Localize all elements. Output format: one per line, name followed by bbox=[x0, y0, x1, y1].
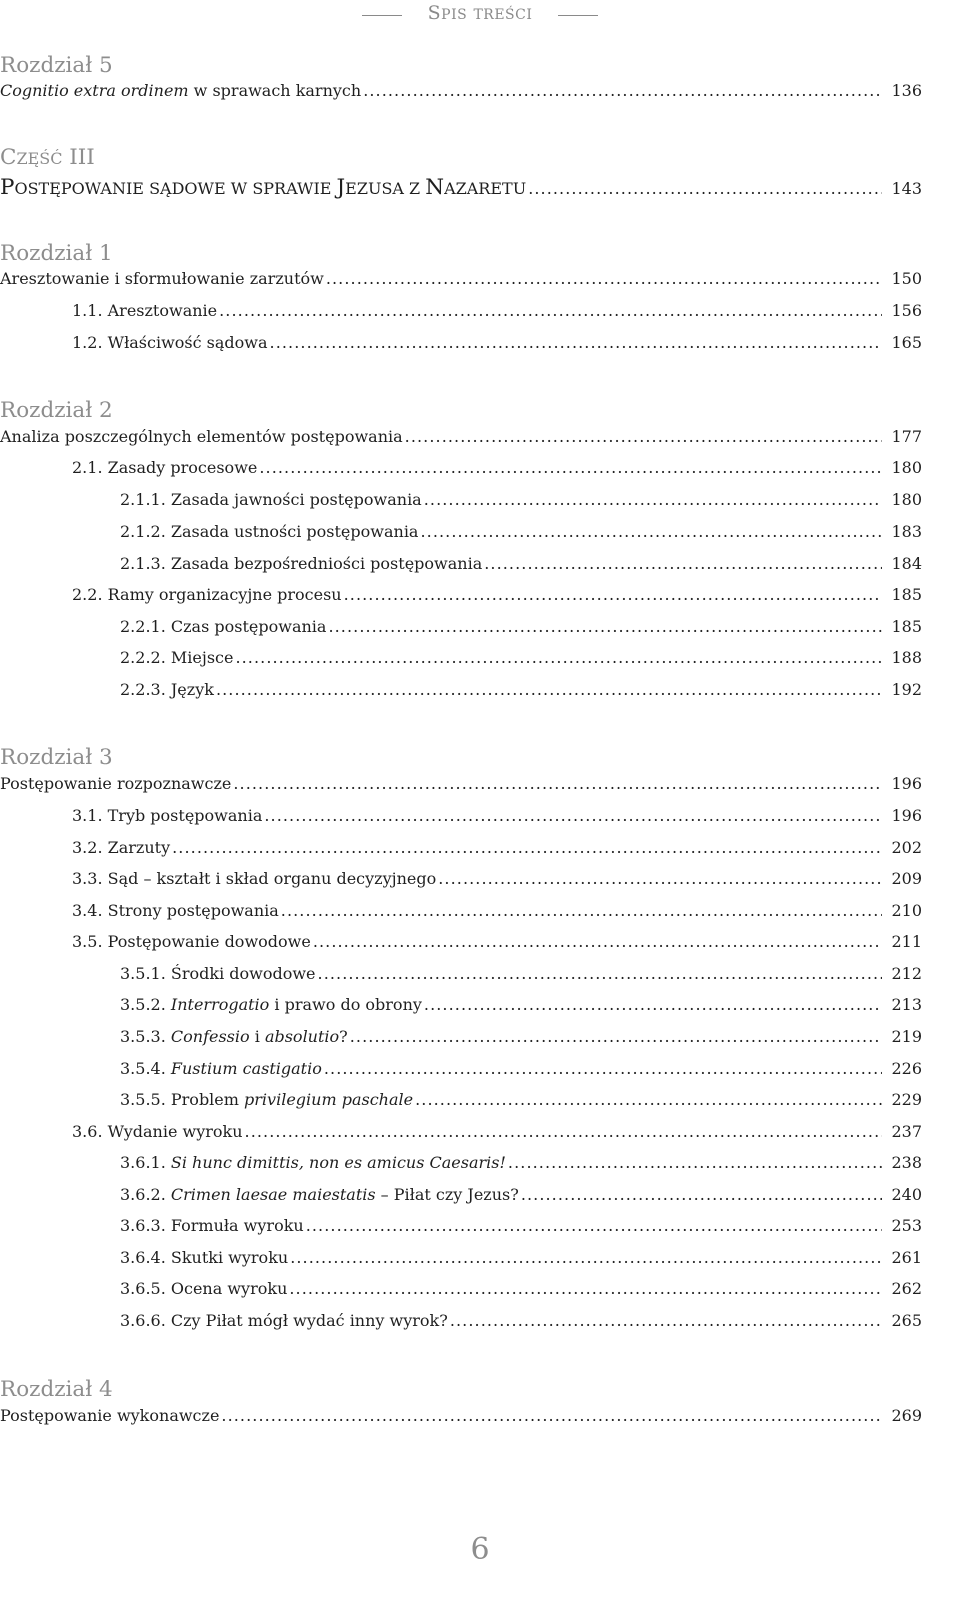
toc-entry-title: 2.1.1. Zasada jawności postępowania bbox=[120, 490, 422, 509]
dot-leader bbox=[264, 806, 882, 825]
toc-page-number: 240 bbox=[891, 1185, 922, 1204]
toc-page-number: 150 bbox=[891, 269, 922, 288]
toc-page-number: 269 bbox=[891, 1406, 922, 1425]
dot-leader bbox=[270, 333, 882, 352]
toc-entry-title: 3.4. Strony postępowania bbox=[72, 901, 279, 920]
dot-leader bbox=[306, 1216, 882, 1235]
section-label: Rozdział 1 bbox=[0, 241, 113, 266]
toc-entry-title: Postępowanie wykonawcze bbox=[0, 1406, 220, 1425]
dot-leader bbox=[420, 522, 882, 541]
toc-entry-title: 2.2.2. Miejsce bbox=[120, 648, 234, 667]
dot-leader bbox=[484, 554, 882, 573]
toc-entry[interactable] bbox=[120, 1027, 922, 1058]
dot-leader bbox=[438, 869, 882, 888]
toc-page-number: 262 bbox=[891, 1279, 922, 1298]
toc-entry-title: 2.1. Zasady procesowe bbox=[72, 458, 258, 477]
toc-page-number: 211 bbox=[891, 932, 922, 951]
dot-leader bbox=[259, 458, 882, 477]
toc-entry[interactable] bbox=[120, 680, 922, 711]
toc-entry-title: 2.2.3. Język bbox=[120, 680, 214, 699]
dot-leader bbox=[172, 838, 882, 857]
toc-entry-title: Cognitio extra ordinem w sprawach karnych bbox=[0, 81, 362, 100]
dot-leader bbox=[424, 995, 882, 1014]
toc-page-number: 212 bbox=[891, 964, 922, 983]
toc-entry[interactable] bbox=[120, 648, 922, 679]
toc-entry[interactable] bbox=[0, 427, 922, 458]
toc-entry[interactable] bbox=[72, 458, 922, 489]
dot-leader bbox=[219, 301, 882, 320]
toc-page-number: 219 bbox=[891, 1027, 922, 1046]
toc-entry[interactable] bbox=[72, 932, 922, 963]
toc-page-number: 253 bbox=[891, 1216, 922, 1235]
dot-leader bbox=[318, 964, 882, 983]
section-label: Rozdział 2 bbox=[0, 398, 113, 423]
toc-entry-title: 3.5.4. Fustium castigatio bbox=[120, 1059, 322, 1078]
toc-entry-title: 3.6.4. Skutki wyroku bbox=[120, 1248, 289, 1267]
toc-page-number: 192 bbox=[891, 680, 922, 699]
dot-leader bbox=[350, 1027, 882, 1046]
toc-entry-title: 3.5.2. Interrogatio i prawo do obrony bbox=[120, 995, 422, 1014]
toc-entry[interactable] bbox=[120, 995, 922, 1026]
toc-entry-title: Aresztowanie i sformułowanie zarzutów bbox=[0, 269, 324, 288]
dot-leader bbox=[289, 1279, 882, 1298]
toc-entry-title: 2.1.3. Zasada bezpośredniości postępowania bbox=[120, 554, 483, 573]
dot-leader bbox=[290, 1248, 882, 1267]
dot-leader bbox=[415, 1090, 882, 1109]
toc-entry-title: 1.2. Właściwość sądowa bbox=[72, 333, 268, 352]
page-number: 6 bbox=[470, 1532, 490, 1567]
toc-entry-title: 2.1.2. Zasada ustności postępowania bbox=[120, 522, 419, 541]
toc-entry[interactable] bbox=[120, 1185, 922, 1216]
toc-page-number: 238 bbox=[891, 1153, 922, 1172]
dot-leader bbox=[508, 1153, 882, 1172]
toc-entry[interactable] bbox=[120, 617, 922, 648]
dot-leader bbox=[326, 269, 882, 288]
toc-entry[interactable] bbox=[120, 490, 922, 521]
toc-entry[interactable] bbox=[72, 869, 922, 900]
toc-page-number: 196 bbox=[891, 806, 922, 825]
dot-leader bbox=[521, 1185, 882, 1204]
toc-entry[interactable] bbox=[120, 1311, 922, 1342]
toc-entry[interactable] bbox=[120, 522, 922, 553]
dot-leader bbox=[344, 585, 882, 604]
toc-entry[interactable] bbox=[0, 81, 922, 112]
section-label: Rozdział 4 bbox=[0, 1377, 113, 1402]
toc-entry[interactable] bbox=[120, 1216, 922, 1247]
toc-entry[interactable] bbox=[120, 1059, 922, 1090]
toc-entry[interactable] bbox=[0, 1406, 922, 1437]
toc-entry-title: Postępowanie rozpoznawcze bbox=[0, 774, 232, 793]
toc-entry-title: Analiza poszczególnych elementów postępowania bbox=[0, 427, 403, 446]
toc-page-number: 183 bbox=[891, 522, 922, 541]
toc-entry[interactable] bbox=[120, 1279, 922, 1310]
toc-page-number: 261 bbox=[891, 1248, 922, 1267]
toc-entry-title: 3.6.3. Formuła wyroku bbox=[120, 1216, 304, 1235]
toc-entry-title: 1.1. Aresztowanie bbox=[72, 301, 218, 320]
toc-page-number: 143 bbox=[891, 179, 922, 198]
toc-entry[interactable] bbox=[0, 269, 922, 300]
toc-page-number: 184 bbox=[891, 554, 922, 573]
toc-entry[interactable] bbox=[72, 301, 922, 332]
toc-entry-title: 3.6.1. Si hunc dimittis, non es amicus Caesaris! bbox=[120, 1153, 506, 1172]
toc-page-number: 202 bbox=[891, 838, 922, 857]
toc-page-number: 185 bbox=[891, 585, 922, 604]
toc-page-number: 177 bbox=[891, 427, 922, 446]
toc-page-number: 180 bbox=[891, 458, 922, 477]
toc-entry-title: 3.5.3. Confessio i absolutio? bbox=[120, 1027, 348, 1046]
dot-leader bbox=[235, 648, 882, 667]
toc-entry[interactable] bbox=[120, 1248, 922, 1279]
toc-entry[interactable] bbox=[72, 838, 922, 869]
toc-entry[interactable] bbox=[0, 175, 922, 206]
toc-entry[interactable] bbox=[72, 585, 922, 616]
header-title: SPIS TREŚCI bbox=[427, 2, 533, 24]
toc-entry-title: 3.6.2. Crimen laesae maiestatis – Piłat czy Jezus? bbox=[120, 1185, 519, 1204]
toc-entry-title: 3.5. Postępowanie dowodowe bbox=[72, 932, 311, 951]
toc-entry[interactable] bbox=[72, 806, 922, 837]
dot-leader bbox=[363, 81, 882, 100]
dot-leader bbox=[313, 932, 882, 951]
dot-leader bbox=[216, 680, 882, 699]
toc-page-number: 213 bbox=[891, 995, 922, 1014]
toc-page-number: 185 bbox=[891, 617, 922, 636]
dot-leader bbox=[450, 1311, 882, 1330]
toc-entry-title: 3.6.6. Czy Piłat mógł wydać inny wyrok? bbox=[120, 1311, 448, 1330]
toc-entry[interactable] bbox=[120, 1153, 922, 1184]
section-label: Rozdział 5 bbox=[0, 53, 113, 78]
toc-page-number: 188 bbox=[891, 648, 922, 667]
dot-leader bbox=[281, 901, 882, 920]
toc-entry[interactable] bbox=[120, 1090, 922, 1121]
dot-leader bbox=[528, 179, 882, 198]
toc-entry[interactable] bbox=[0, 774, 922, 805]
toc-entry-title: 3.2. Zarzuty bbox=[72, 838, 171, 857]
toc-entry-title: 3.5.5. Problem privilegium paschale bbox=[120, 1090, 414, 1109]
toc-page-number: 196 bbox=[891, 774, 922, 793]
toc-page-number: 226 bbox=[891, 1059, 922, 1078]
dot-leader bbox=[324, 1059, 882, 1078]
toc-entry[interactable] bbox=[120, 554, 922, 585]
toc-entry-title: 2.2. Ramy organizacyjne procesu bbox=[72, 585, 342, 604]
dot-leader bbox=[328, 617, 882, 636]
toc-page-number: 229 bbox=[891, 1090, 922, 1109]
dot-leader bbox=[405, 427, 882, 446]
toc-entry[interactable] bbox=[72, 901, 922, 932]
dot-leader bbox=[424, 490, 882, 509]
toc-entry-title: POSTĘPOWANIE SĄDOWE W SPRAWIE JEZUSA Z NAZARETU bbox=[0, 175, 527, 200]
toc-page-number: 210 bbox=[891, 901, 922, 920]
toc-page-number: 237 bbox=[891, 1122, 922, 1141]
toc-page-number: 156 bbox=[891, 301, 922, 320]
toc-page-number: 165 bbox=[891, 333, 922, 352]
toc-entry-title: 3.3. Sąd – kształt i skład organu decyzyjnego bbox=[72, 869, 437, 888]
dot-leader bbox=[233, 774, 882, 793]
section-label: CZĘŚĆ III bbox=[0, 145, 95, 170]
dot-leader bbox=[245, 1122, 882, 1141]
toc-page-number: 180 bbox=[891, 490, 922, 509]
toc-entry-title: 3.5.1. Środki dowodowe bbox=[120, 964, 316, 983]
toc-entry-title: 3.6.5. Ocena wyroku bbox=[120, 1279, 288, 1298]
section-label: Rozdział 3 bbox=[0, 745, 113, 770]
toc-entry-title: 3.1. Tryb postępowania bbox=[72, 806, 263, 825]
toc-entry-title: 2.2.1. Czas postępowania bbox=[120, 617, 327, 636]
toc-entry[interactable] bbox=[72, 1122, 922, 1153]
toc-page-number: 136 bbox=[891, 81, 922, 100]
toc-entry[interactable] bbox=[72, 333, 922, 364]
toc-entry[interactable] bbox=[120, 964, 922, 995]
dot-leader bbox=[221, 1406, 882, 1425]
toc-page-number: 209 bbox=[891, 869, 922, 888]
toc-page-number: 265 bbox=[891, 1311, 922, 1330]
toc-entry-title: 3.6. Wydanie wyroku bbox=[72, 1122, 243, 1141]
